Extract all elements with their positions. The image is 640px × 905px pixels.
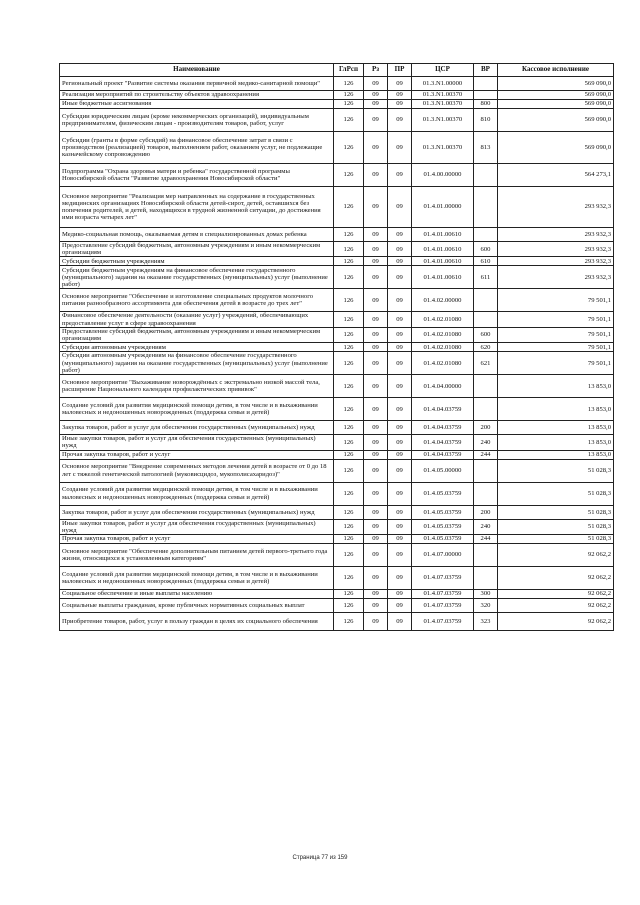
cell-name: Региональный проект "Развитие системы оказания первичной медико-санитарной помощи": [60, 77, 334, 91]
cell-csr: 01.4.01.00610: [412, 257, 474, 266]
cell-amount: 13 853,0: [498, 450, 614, 459]
cell-grbs: 126: [334, 91, 364, 100]
cell-grbs: 126: [334, 519, 364, 534]
cell-csr: 01.3.N1.00000: [412, 77, 474, 91]
cell-name: Субсидии (гранты в форме субсидий) на финансовое обеспечение затрат в связи с производством (реализацией) товаров, выполнением работ, оказанием услуг, не подлежащие казначейскому сопровождению: [60, 132, 334, 164]
cell-name: Иные бюджетные ассигнования: [60, 100, 334, 109]
cell-name: Субсидии автономным учреждениям на финансовое обеспечение государственного (муниципального) задания на оказание государственных (муниципальных) услуг (выполнение работ): [60, 352, 334, 375]
cell-csr: 01.4.05.03759: [412, 482, 474, 505]
cell-amount: 79 501,1: [498, 289, 614, 312]
cell-csr: 01.4.01.00610: [412, 228, 474, 242]
cell-vr: [474, 77, 498, 91]
cell-amount: 569 090,0: [498, 109, 614, 132]
cell-rz: 09: [364, 450, 388, 459]
cell-pr: 09: [388, 535, 412, 544]
cell-name: Субсидии бюджетным учреждениям: [60, 257, 334, 266]
table-row: [60, 242, 614, 257]
cell-pr: 09: [388, 482, 412, 505]
cell-grbs: 126: [334, 228, 364, 242]
cell-amount: 569 090,0: [498, 132, 614, 164]
cell-name: Субсидии юридическим лицам (кроме некоммерческих организаций), индивидуальным предпринимателям, физическим лицам - производителям товаров, работ, услуг: [60, 109, 334, 132]
cell-csr: 01.4.05.03759: [412, 519, 474, 534]
cell-csr: 01.4.07.03759: [412, 599, 474, 613]
cell-rz: 09: [364, 100, 388, 109]
header-amount: Кассовое исполнение: [498, 64, 614, 77]
cell-pr: 09: [388, 91, 412, 100]
table-row: [60, 312, 614, 327]
cell-csr: 01.4.04.00000: [412, 375, 474, 398]
table-row: [60, 327, 614, 342]
cell-csr: 01.4.04.03759: [412, 421, 474, 435]
cell-csr: 01.4.05.03759: [412, 505, 474, 519]
cell-amount: 293 932,3: [498, 266, 614, 289]
cell-pr: 09: [388, 109, 412, 132]
cell-pr: 09: [388, 327, 412, 342]
cell-rz: 09: [364, 544, 388, 567]
cell-rz: 09: [364, 289, 388, 312]
cell-rz: 09: [364, 398, 388, 421]
cell-pr: 09: [388, 266, 412, 289]
cell-vr: 610: [474, 257, 498, 266]
table-row: [60, 421, 614, 435]
cell-rz: 09: [364, 242, 388, 257]
cell-pr: 09: [388, 289, 412, 312]
cell-rz: 09: [364, 352, 388, 375]
cell-vr: [474, 164, 498, 187]
cell-vr: [474, 312, 498, 327]
cell-rz: 09: [364, 375, 388, 398]
table-row: [60, 599, 614, 613]
cell-grbs: 126: [334, 187, 364, 228]
cell-rz: 09: [364, 228, 388, 242]
cell-vr: 611: [474, 266, 498, 289]
cell-name: Закупка товаров, работ и услуг для обеспечения государственных (муниципальных) нужд: [60, 421, 334, 435]
cell-amount: 79 501,1: [498, 343, 614, 352]
cell-amount: 92 062,2: [498, 590, 614, 599]
cell-name: Социальные выплаты гражданам, кроме публичных нормативных социальных выплат: [60, 599, 334, 613]
cell-amount: 79 501,1: [498, 327, 614, 342]
cell-csr: 01.3.N1.00370: [412, 91, 474, 100]
cell-vr: 600: [474, 327, 498, 342]
cell-amount: 51 028,3: [498, 535, 614, 544]
cell-pr: 09: [388, 132, 412, 164]
cell-vr: 621: [474, 352, 498, 375]
cell-rz: 09: [364, 91, 388, 100]
cell-grbs: 126: [334, 77, 364, 91]
table-row: [60, 132, 614, 164]
cell-rz: 09: [364, 132, 388, 164]
table-row: [60, 398, 614, 421]
cell-csr: 01.3.N1.00370: [412, 100, 474, 109]
cell-grbs: 126: [334, 450, 364, 459]
cell-amount: 13 853,0: [498, 421, 614, 435]
cell-name: Иные закупки товаров, работ и услуг для обеспечения государственных (муниципальных) нужд: [60, 519, 334, 534]
cell-pr: 09: [388, 459, 412, 482]
cell-amount: 51 028,3: [498, 505, 614, 519]
cell-name: Иные закупки товаров, работ и услуг для обеспечения государственных (муниципальных) нужд: [60, 435, 334, 450]
cell-pr: 09: [388, 77, 412, 91]
cell-vr: 600: [474, 242, 498, 257]
cell-name: Создание условий для развития медицинской помощи детям, в том числе и в выхаживании маловесных и недоношенных новорожденных (поддержка семьи и детей): [60, 398, 334, 421]
cell-csr: 01.4.02.01080: [412, 327, 474, 342]
cell-grbs: 126: [334, 327, 364, 342]
cell-vr: [474, 228, 498, 242]
cell-amount: 293 932,3: [498, 228, 614, 242]
cell-vr: [474, 375, 498, 398]
header-pr: ПР: [388, 64, 412, 77]
table-row: [60, 187, 614, 228]
table-row: [60, 352, 614, 375]
cell-csr: 01.4.07.03759: [412, 567, 474, 590]
cell-amount: 92 062,2: [498, 599, 614, 613]
table-row: [60, 266, 614, 289]
cell-vr: 323: [474, 613, 498, 631]
cell-grbs: 126: [334, 544, 364, 567]
cell-pr: 09: [388, 599, 412, 613]
table-row: [60, 567, 614, 590]
table-row: [60, 164, 614, 187]
cell-name: Социальное обеспечение и иные выплаты населению: [60, 590, 334, 599]
cell-rz: 09: [364, 343, 388, 352]
cell-name: Создание условий для развития медицинской помощи детям, в том числе и в выхаживании маловесных и недоношенных новорожденных (поддержка семьи и детей): [60, 482, 334, 505]
cell-name: Подпрограмма "Охрана здоровья матери и ребенка" государственной программы Новосибирской области "Развитие здравоохранения Новосибирской области": [60, 164, 334, 187]
cell-grbs: 126: [334, 505, 364, 519]
cell-name: Закупка товаров, работ и услуг для обеспечения государственных (муниципальных) нужд: [60, 505, 334, 519]
cell-amount: 13 853,0: [498, 435, 614, 450]
cell-vr: 620: [474, 343, 498, 352]
cell-rz: 09: [364, 77, 388, 91]
cell-pr: 09: [388, 544, 412, 567]
table-row: [60, 228, 614, 242]
cell-amount: 293 932,3: [498, 187, 614, 228]
cell-amount: 92 062,2: [498, 544, 614, 567]
cell-amount: 13 853,0: [498, 375, 614, 398]
cell-vr: 200: [474, 505, 498, 519]
cell-csr: 01.4.01.00610: [412, 242, 474, 257]
cell-csr: 01.4.04.03759: [412, 450, 474, 459]
table-row: [60, 535, 614, 544]
cell-grbs: 126: [334, 352, 364, 375]
cell-amount: 569 090,0: [498, 100, 614, 109]
table-row: [60, 459, 614, 482]
cell-name: Основное мероприятие "Обеспечение дополнительным питанием детей первого-третьего года жизни, относящихся к установленным категориям": [60, 544, 334, 567]
cell-grbs: 126: [334, 242, 364, 257]
cell-csr: 01.4.01.00000: [412, 187, 474, 228]
cell-pr: 09: [388, 100, 412, 109]
cell-name: Прочая закупка товаров, работ и услуг: [60, 535, 334, 544]
cell-name: Медико-социальная помощь, оказываемая детям в специализированных домах ребенка: [60, 228, 334, 242]
table-row: [60, 450, 614, 459]
cell-pr: 09: [388, 450, 412, 459]
cell-vr: 244: [474, 535, 498, 544]
table-row: [60, 613, 614, 631]
cell-name: Прочая закупка товаров, работ и услуг: [60, 450, 334, 459]
cell-rz: 09: [364, 312, 388, 327]
cell-csr: 01.4.07.03759: [412, 590, 474, 599]
cell-rz: 09: [364, 567, 388, 590]
cell-csr: 01.4.01.00610: [412, 266, 474, 289]
cell-csr: 01.4.02.00000: [412, 289, 474, 312]
cell-pr: 09: [388, 312, 412, 327]
cell-rz: 09: [364, 590, 388, 599]
table-row: [60, 343, 614, 352]
table-row: [60, 77, 614, 91]
cell-rz: 09: [364, 435, 388, 450]
cell-grbs: 126: [334, 312, 364, 327]
table-row: [60, 519, 614, 534]
cell-name: Финансовое обеспечение деятельности (оказание услуг) учреждений, обеспечивающих предоставление услуг в сфере здравоохранения: [60, 312, 334, 327]
cell-grbs: 126: [334, 109, 364, 132]
cell-pr: 09: [388, 398, 412, 421]
cell-vr: 240: [474, 519, 498, 534]
cell-grbs: 126: [334, 482, 364, 505]
cell-vr: 813: [474, 132, 498, 164]
cell-pr: 09: [388, 505, 412, 519]
cell-pr: 09: [388, 590, 412, 599]
cell-vr: [474, 482, 498, 505]
cell-vr: 200: [474, 421, 498, 435]
cell-vr: 810: [474, 109, 498, 132]
cell-vr: 240: [474, 435, 498, 450]
cell-pr: 09: [388, 375, 412, 398]
cell-grbs: 126: [334, 599, 364, 613]
header-grbs: ГлРсп: [334, 64, 364, 77]
cell-grbs: 126: [334, 398, 364, 421]
cell-name: Основное мероприятие "Обеспечение и изготовление специальных продуктов молочного питания разнообразного ассортимента для обеспечения детей в возрасте до трех лет": [60, 289, 334, 312]
table-row: [60, 590, 614, 599]
budget-execution-table: [59, 63, 614, 631]
cell-rz: 09: [364, 482, 388, 505]
cell-amount: 92 062,2: [498, 613, 614, 631]
cell-pr: 09: [388, 519, 412, 534]
cell-grbs: 126: [334, 421, 364, 435]
cell-rz: 09: [364, 257, 388, 266]
cell-rz: 09: [364, 519, 388, 534]
cell-csr: 01.4.02.01080: [412, 352, 474, 375]
cell-grbs: 126: [334, 375, 364, 398]
cell-vr: [474, 289, 498, 312]
cell-vr: 320: [474, 599, 498, 613]
cell-rz: 09: [364, 164, 388, 187]
cell-name: Основное мероприятие "Внедрение современных методов лечения детей в возрасте от 0 до 18 лет с тяжелой генетической патологией (муковисцидоз, мукополисахаридоз)": [60, 459, 334, 482]
cell-csr: 01.3.N1.00370: [412, 109, 474, 132]
cell-vr: [474, 567, 498, 590]
cell-grbs: 126: [334, 257, 364, 266]
cell-grbs: 126: [334, 613, 364, 631]
cell-csr: 01.4.02.01080: [412, 312, 474, 327]
cell-grbs: 126: [334, 289, 364, 312]
cell-grbs: 126: [334, 164, 364, 187]
cell-csr: 01.4.07.03759: [412, 613, 474, 631]
cell-rz: 09: [364, 187, 388, 228]
cell-amount: 51 028,3: [498, 519, 614, 534]
cell-amount: 79 501,1: [498, 312, 614, 327]
table-header-row: [60, 64, 614, 77]
cell-rz: 09: [364, 327, 388, 342]
cell-name: Создание условий для развития медицинской помощи детям, в том числе и в выхаживании маловесных и недоношенных новорожденных (поддержка семьи и детей): [60, 567, 334, 590]
cell-csr: 01.4.04.03759: [412, 398, 474, 421]
cell-amount: 293 932,3: [498, 242, 614, 257]
cell-amount: 564 273,1: [498, 164, 614, 187]
cell-pr: 09: [388, 435, 412, 450]
cell-pr: 09: [388, 343, 412, 352]
page-number: Страница 77 из 159: [292, 855, 348, 861]
cell-pr: 09: [388, 187, 412, 228]
cell-grbs: 126: [334, 435, 364, 450]
table-row: [60, 100, 614, 109]
cell-csr: 01.4.04.03759: [412, 435, 474, 450]
cell-csr: 01.4.05.00000: [412, 459, 474, 482]
cell-name: Предоставление субсидий бюджетным, автономным учреждениям и иным некоммерческим организациям: [60, 242, 334, 257]
cell-pr: 09: [388, 567, 412, 590]
cell-rz: 09: [364, 459, 388, 482]
cell-grbs: 126: [334, 590, 364, 599]
cell-amount: 51 028,3: [498, 459, 614, 482]
cell-pr: 09: [388, 164, 412, 187]
cell-name: Основное мероприятие "Реализация мер направленных на содержание в государственных медицинских организациях Новосибирской области детей-сирот, детей, оставшихся без попечения родителей, и детей, находящихся в трудной жизненной ситуации, до достижения ими возраста четырех лет": [60, 187, 334, 228]
cell-amount: 293 932,3: [498, 257, 614, 266]
cell-name: Предоставление субсидий бюджетным, автономным учреждениям и иным некоммерческим организациям: [60, 327, 334, 342]
cell-grbs: 126: [334, 132, 364, 164]
cell-name: Основное мероприятие "Выхаживание новорождённых с экстремально низкой массой тела, расширение Национального календаря профилактических прививок": [60, 375, 334, 398]
header-rz: Рз: [364, 64, 388, 77]
cell-vr: [474, 459, 498, 482]
table-row: [60, 375, 614, 398]
table-row: [60, 482, 614, 505]
cell-amount: 79 501,1: [498, 352, 614, 375]
cell-vr: [474, 544, 498, 567]
cell-grbs: 126: [334, 535, 364, 544]
cell-vr: 300: [474, 590, 498, 599]
table-row: [60, 505, 614, 519]
cell-grbs: 126: [334, 459, 364, 482]
cell-csr: 01.4.02.01080: [412, 343, 474, 352]
cell-grbs: 126: [334, 266, 364, 289]
cell-rz: 09: [364, 266, 388, 289]
cell-grbs: 126: [334, 567, 364, 590]
table-row: [60, 289, 614, 312]
header-vr: ВР: [474, 64, 498, 77]
header-name: Наименование: [60, 64, 334, 77]
cell-name: Субсидии бюджетным учреждениям на финансовое обеспечение государственного (муниципального) задания на оказание государственных (муниципальных) услуг (выполнение работ): [60, 266, 334, 289]
cell-name: Приобретение товаров, работ, услуг в пользу граждан в целях их социального обеспечения: [60, 613, 334, 631]
cell-rz: 09: [364, 613, 388, 631]
cell-pr: 09: [388, 352, 412, 375]
cell-pr: 09: [388, 613, 412, 631]
cell-vr: 244: [474, 450, 498, 459]
cell-name: Реализация мероприятий по строительству объектов здравоохранения: [60, 91, 334, 100]
cell-amount: 92 062,2: [498, 567, 614, 590]
cell-amount: 569 090,0: [498, 77, 614, 91]
cell-vr: [474, 187, 498, 228]
cell-name: Субсидии автономным учреждениям: [60, 343, 334, 352]
table-row: [60, 544, 614, 567]
cell-pr: 09: [388, 228, 412, 242]
cell-amount: 51 028,3: [498, 482, 614, 505]
cell-rz: 09: [364, 599, 388, 613]
cell-amount: 569 090,0: [498, 91, 614, 100]
table-row: [60, 109, 614, 132]
table-row: [60, 257, 614, 266]
header-csr: ЦСР: [412, 64, 474, 77]
cell-csr: 01.4.05.03759: [412, 535, 474, 544]
cell-rz: 09: [364, 505, 388, 519]
cell-grbs: 126: [334, 343, 364, 352]
cell-pr: 09: [388, 242, 412, 257]
table-row: [60, 435, 614, 450]
cell-rz: 09: [364, 421, 388, 435]
cell-csr: 01.3.N1.00370: [412, 132, 474, 164]
cell-rz: 09: [364, 535, 388, 544]
cell-amount: 13 853,0: [498, 398, 614, 421]
cell-vr: 800: [474, 100, 498, 109]
cell-vr: [474, 91, 498, 100]
cell-csr: 01.4.07.00000: [412, 544, 474, 567]
cell-rz: 09: [364, 109, 388, 132]
cell-vr: [474, 398, 498, 421]
cell-grbs: 126: [334, 100, 364, 109]
cell-csr: 01.4.00.00000: [412, 164, 474, 187]
table-row: [60, 91, 614, 100]
cell-pr: 09: [388, 421, 412, 435]
cell-pr: 09: [388, 257, 412, 266]
